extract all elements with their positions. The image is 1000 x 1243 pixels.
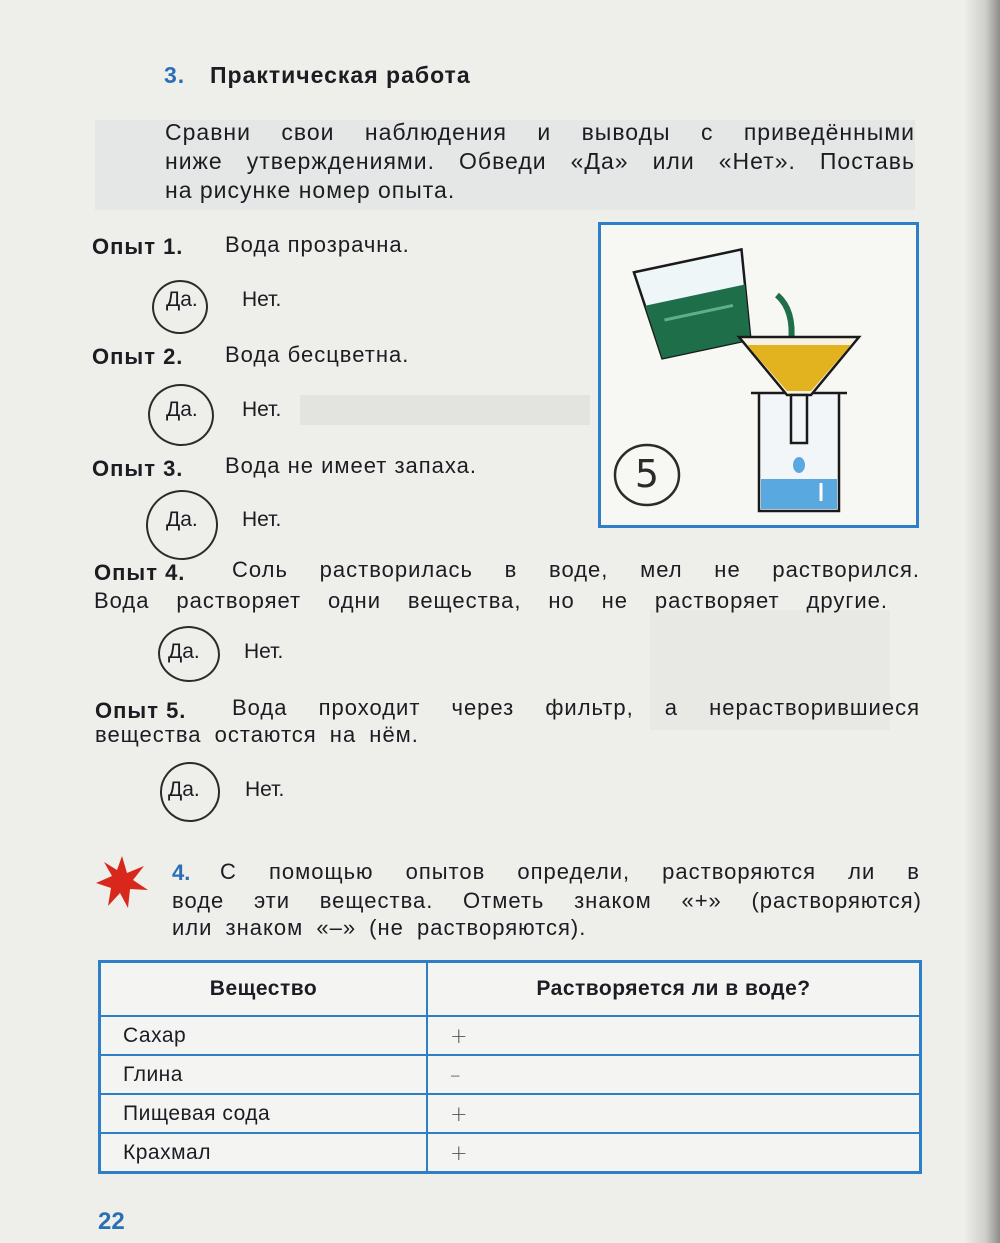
- substance-cell: Сахар: [100, 1016, 428, 1055]
- table-row: [100, 1094, 921, 1133]
- section-4-text: С помощью опытов определи, растворяются ли в: [220, 859, 920, 884]
- experiment-2-no[interactable]: Нет.: [242, 398, 282, 421]
- experiment-2-text: Вода бесцветна.: [225, 342, 410, 367]
- section-4-line-1: [220, 857, 920, 886]
- experiment-5-text-line-2: [95, 722, 419, 748]
- experiment-5-text: вещества остаются на нём.: [95, 722, 419, 747]
- experiment-1-label: Опыт 1.: [92, 234, 184, 259]
- section-3-number: 3.: [164, 62, 186, 88]
- experiment-4-text: Соль растворилась в воде, мел не растворился.: [232, 557, 920, 582]
- experiment-5-answer-circle: [157, 759, 223, 825]
- mark-cell[interactable]: +: [427, 1094, 921, 1133]
- experiment-2-label: Опыт 2.: [92, 344, 184, 369]
- section-4-number: 4.: [172, 860, 191, 885]
- intro-line: ниже утверждениями. Обведи «Да» или «Нет». Поставь: [165, 148, 915, 174]
- filtration-figure: [598, 222, 919, 528]
- mark-cell[interactable]: –: [427, 1055, 921, 1094]
- experiment-4-text-line-1: [232, 555, 920, 584]
- page-spine-shadow: [964, 0, 1000, 1243]
- section-4-text: воде эти вещества. Отметь знаком «+» (растворяются): [172, 888, 922, 913]
- bleed-through-band: [300, 395, 590, 425]
- header-substance: Вещество: [100, 962, 428, 1017]
- experiment-5-label: Опыт 5.: [95, 698, 187, 723]
- section-4-line-2: [172, 886, 922, 915]
- mark-cell[interactable]: +: [427, 1133, 921, 1173]
- experiment-1-answer-circle: [149, 276, 212, 337]
- experiment-5-no[interactable]: Нет.: [245, 778, 285, 801]
- experiment-3-answer-circle: [143, 487, 221, 563]
- experiment-4-label: Опыт 4.: [94, 560, 186, 585]
- experiment-2-yes[interactable]: Да.: [166, 398, 198, 421]
- experiment-4-no[interactable]: Нет.: [244, 640, 284, 663]
- experiment-5-yes[interactable]: Да.: [168, 778, 200, 801]
- header-soluble: Растворяется ли в воде?: [427, 962, 921, 1017]
- red-star-icon: [96, 856, 148, 908]
- table-row: [100, 1016, 921, 1055]
- mark-cell[interactable]: +: [427, 1016, 921, 1055]
- experiment-5-text: Вода проходит через фильтр, а нерастворившиеся: [232, 695, 920, 720]
- page-number: 22: [98, 1208, 125, 1235]
- intro-line: на рисунке номер опыта.: [165, 177, 456, 203]
- experiment-1-yes[interactable]: Да.: [166, 288, 198, 311]
- experiment-3-no[interactable]: Нет.: [242, 508, 282, 531]
- experiment-3-yes[interactable]: Да.: [166, 508, 198, 531]
- experiment-1-text: Вода прозрачна.: [225, 232, 410, 257]
- experiment-5-text-line-1: [232, 693, 920, 722]
- experiment-4-yes[interactable]: Да.: [168, 640, 200, 663]
- section-3-title: Практическая работа: [210, 62, 471, 88]
- filtration-illustration: [601, 225, 916, 525]
- experiment-2-answer-circle: [145, 381, 217, 450]
- experiment-4-text: Вода растворяет одни вещества, но не растворяет другие.: [94, 588, 888, 613]
- experiment-1-no[interactable]: Нет.: [242, 288, 282, 311]
- table-header-row: [100, 962, 921, 1017]
- substance-cell: Пищевая сода: [100, 1094, 428, 1133]
- table-row: [100, 1055, 921, 1094]
- substance-cell: Крахмал: [100, 1133, 428, 1173]
- experiment-4-answer-circle: [156, 624, 222, 684]
- section-3-intro: [165, 118, 915, 205]
- table-row: [100, 1133, 921, 1173]
- section-4-line-3: [172, 915, 586, 941]
- solubility-table: [98, 960, 922, 1174]
- figure-experiment-number: 5: [634, 452, 660, 496]
- experiment-4-text-line-2: [94, 586, 888, 615]
- experiment-3-label: Опыт 3.: [92, 456, 184, 481]
- substance-cell: Глина: [100, 1055, 428, 1094]
- experiment-3-text: Вода не имеет запаха.: [225, 453, 478, 478]
- section-4-text: или знаком «–» (не растворяются).: [172, 915, 587, 940]
- intro-line: Сравни свои наблюдения и выводы с приведёнными: [165, 119, 915, 145]
